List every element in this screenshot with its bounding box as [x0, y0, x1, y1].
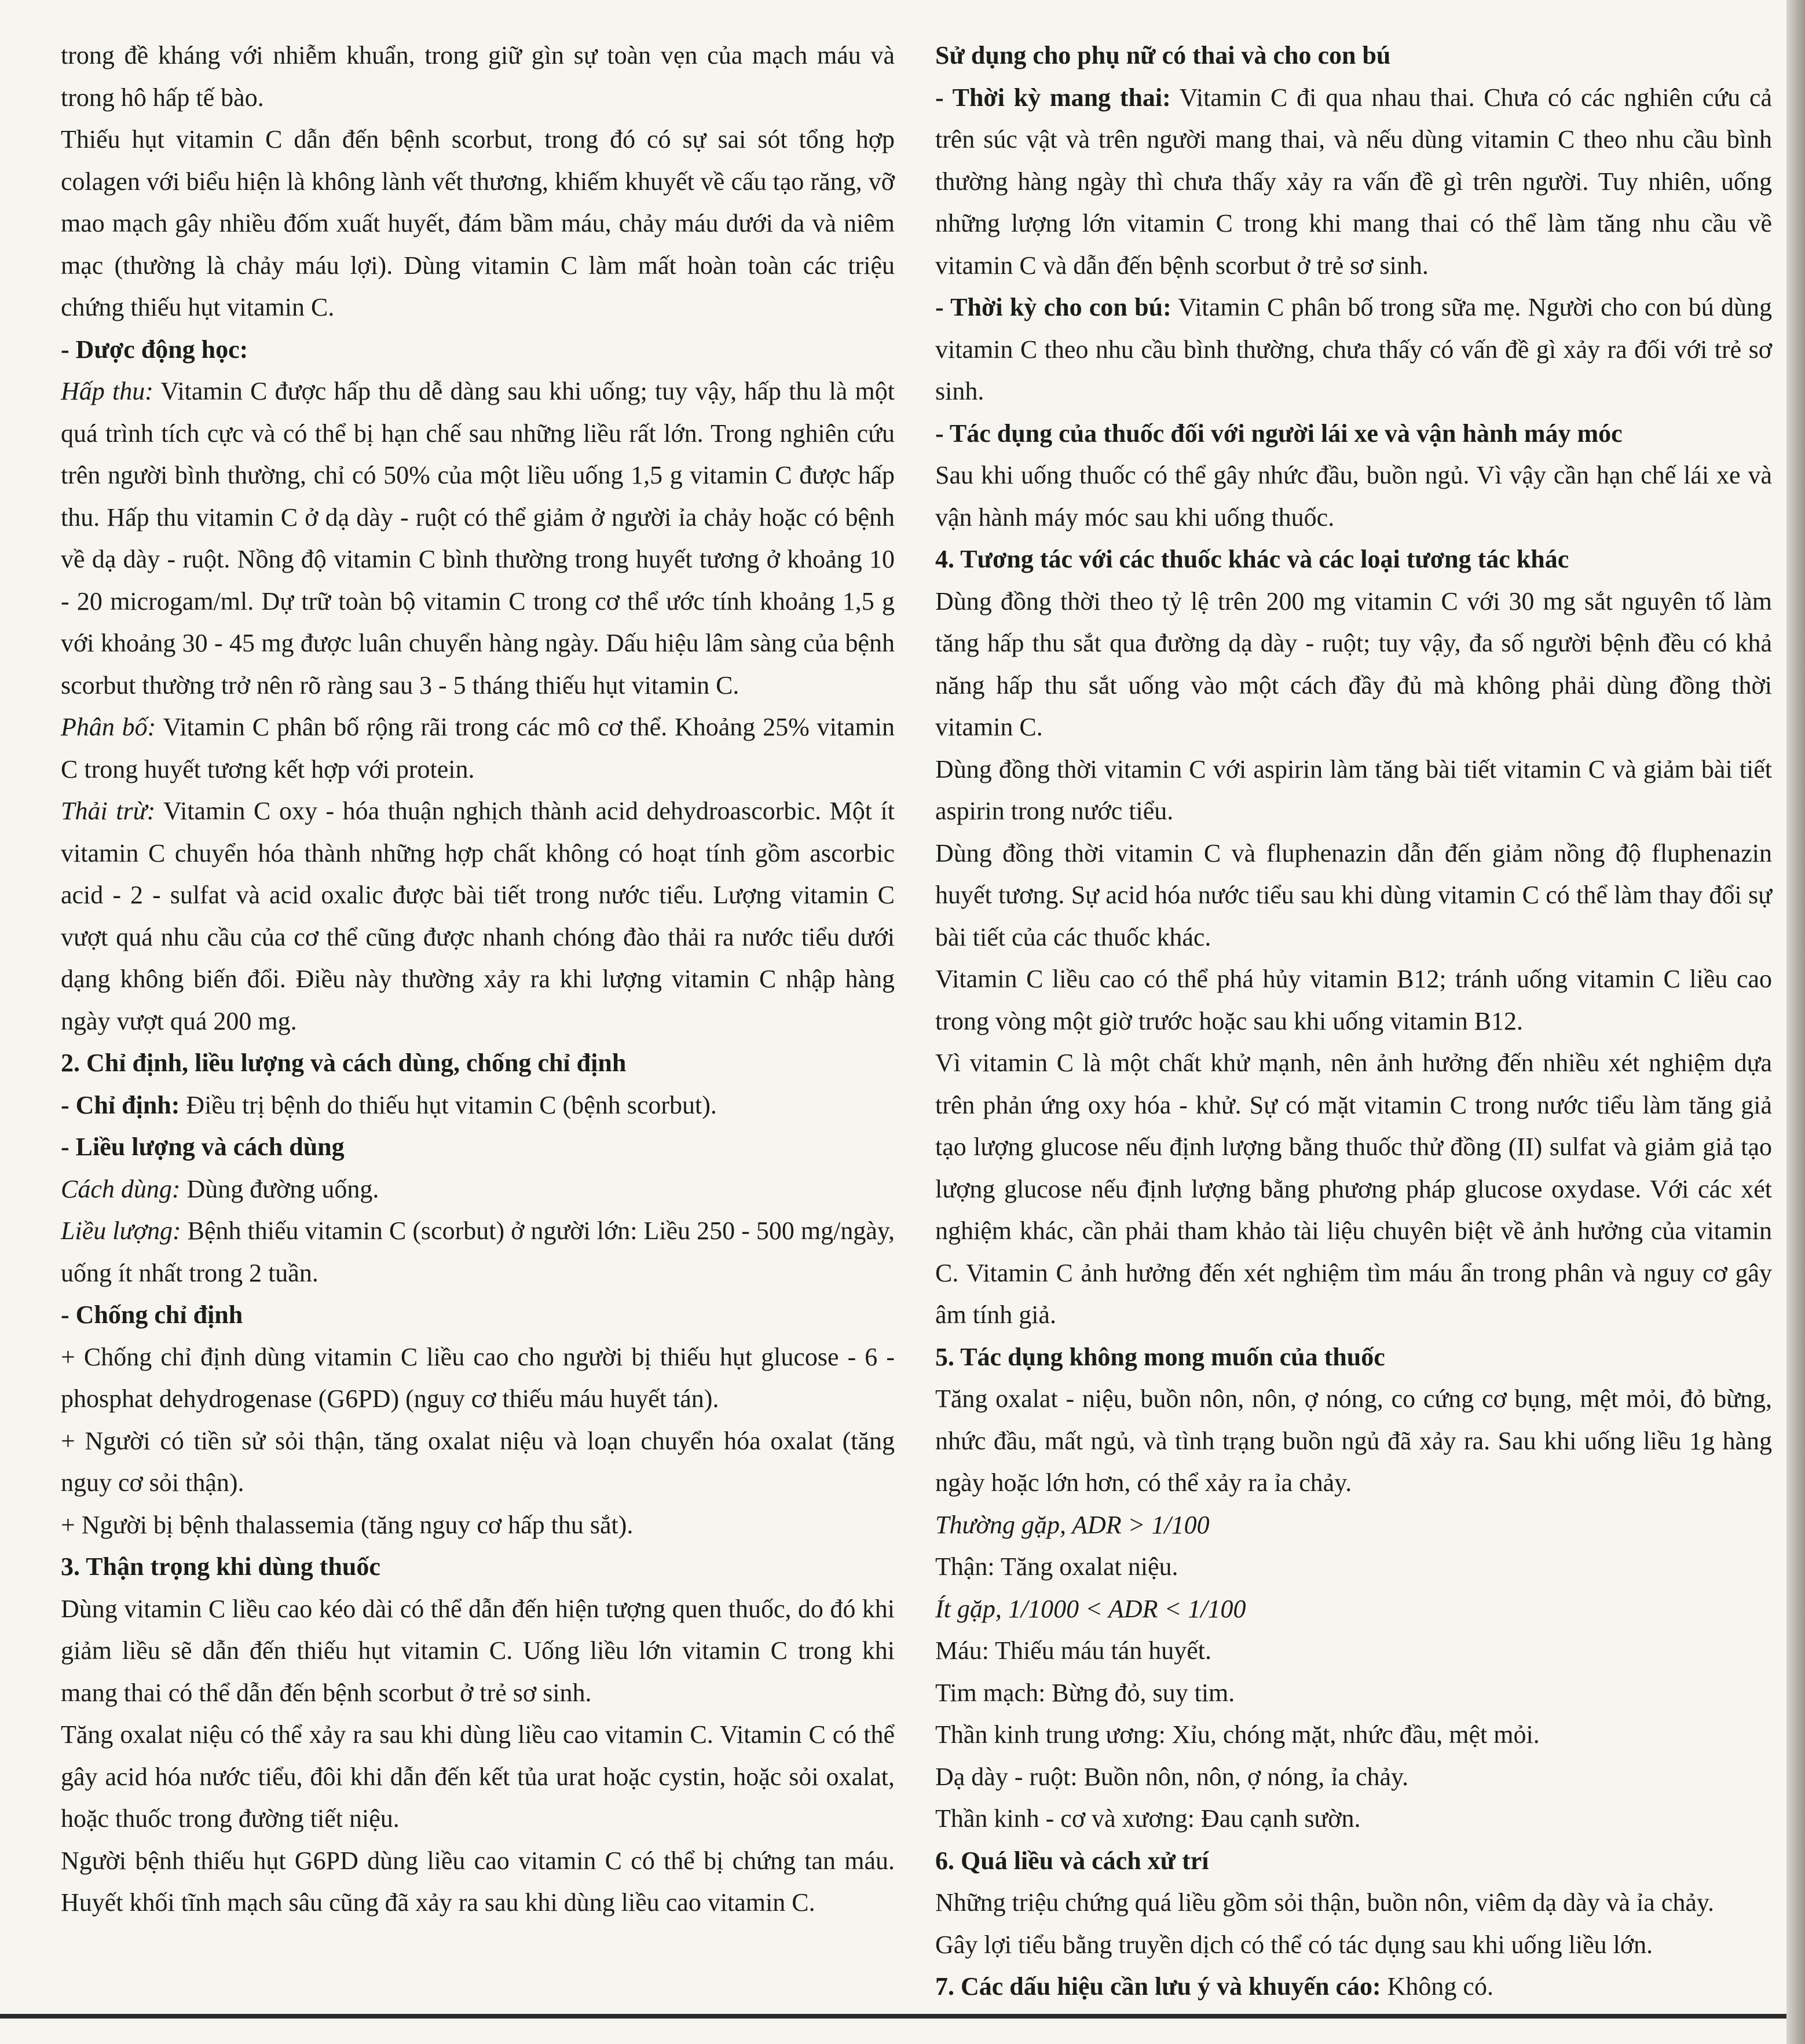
term-label: Cách dùng: — [61, 1174, 181, 1203]
paragraph: Những triệu chứng quá liều gồm sỏi thận, buồn nôn, viêm dạ dày và ỉa chảy. — [935, 1888, 1714, 1917]
paragraph — [61, 706, 895, 790]
section-heading: 2. Chỉ định, liều lượng và cách dùng, chống chỉ định — [61, 1049, 627, 1077]
list-item: Tim mạch: Bừng đỏ, suy tim. — [935, 1678, 1235, 1707]
paragraph: Thiếu hụt vitamin C dẫn đến bệnh scorbut, trong đó có sự sai sót tổng hợp colagen với biểu hiện là không lành vết thương, khiếm khuyết về cấu tạo răng, vỡ mao mạch gây nhiều đốm xuất huyết, đám bầm máu, chảy máu dưới da và niêm mạc (thường là chảy máu lợi). Dùng vitamin C làm mất hoàn toàn các triệu chứng thiếu hụt vitamin C. — [61, 125, 895, 321]
page-bottom-edge — [0, 2014, 1805, 2019]
paragraph — [935, 287, 1772, 413]
paragraph: Sau khi uống thuốc có thể gây nhức đầu, buồn ngủ. Vì vậy cần hạn chế lái xe và vận hành máy móc sau khi uống thuốc. — [935, 461, 1772, 532]
term-text: Vitamin C được hấp thu dễ dàng sau khi uống; tuy vậy, hấp thu là một quá trình tích cực và có thể bị hạn chế sau những liều rất lớn. Trong nghiên cứu trên người bình thường, chỉ có 50% của một liều uống 1,5 g vitamin C được hấp thu. Hấp thu vitamin C ở dạ dày - ruột có thể giảm ở người ỉa chảy hoặc có bệnh về dạ dày - ruột. Nồng độ vitamin C bình thường trong huyết tương ở khoảng 10 - 20 microgam/ml. Dự trữ toàn bộ vitamin C trong cơ thể ước tính khoảng 1,5 g với khoảng 30 - 45 mg được luân chuyển hàng ngày. Dấu hiệu lâm sàng của bệnh scorbut thường trở nên rõ ràng sau 3 - 5 tháng thiếu hụt vitamin C. — [61, 377, 895, 699]
paragraph: Vì vitamin C là một chất khử mạnh, nên ảnh hưởng đến nhiều xét nghiệm dựa trên phản ứng oxy hóa - khử. Sự có mặt vitamin C trong nước tiểu làm tăng giả tạo lượng glucose nếu định lượng bằng thuốc thử đồng (II) sulfat và giảm giả tạo lượng glucose nếu định lượng bằng phương pháp glucose oxydase. Với các xét nghiệm khác, cần phải tham khảo tài liệu chuyên biệt về ảnh hưởng của vitamin C. Vitamin C ảnh hưởng đến xét nghiệm tìm máu ẩn trong phân và nguy cơ gây âm tính giả. — [935, 1049, 1772, 1329]
paragraph: Gây lợi tiểu bằng truyền dịch có thể có tác dụng sau khi uống liều lớn. — [935, 1930, 1653, 1959]
term-text: Điều trị bệnh do thiếu hụt vitamin C (bệnh scorbut). — [180, 1090, 717, 1119]
section-heading: 7. Các dấu hiệu cần lưu ý và khuyến cáo: — [935, 1972, 1381, 2001]
paragraph — [61, 790, 895, 1042]
term-label: Liều lượng: — [61, 1217, 181, 1245]
paragraph — [61, 371, 895, 706]
term-text: Vitamin C phân bố trong sữa mẹ. Người cho con bú dùng vitamin C theo nhu cầu bình thường, chưa thấy có vấn đề gì xảy ra đối với trẻ sơ sinh. — [935, 293, 1772, 405]
section-heading: - Dược động học: — [61, 335, 248, 364]
paragraph: Dùng đồng thời vitamin C và fluphenazin dẫn đến giảm nồng độ fluphenazin huyết tương. Sự acid hóa nước tiểu sau khi dùng vitamin C có thể làm thay đổi sự bài tiết của các thuốc khác. — [935, 838, 1772, 951]
paragraph: Dùng vitamin C liều cao kéo dài có thể dẫn đến hiện tượng quen thuốc, do đó khi giảm liều sẽ dẫn đến thiếu hụt vitamin C. Uống liều lớn vitamin C trong khi mang thai có thể dẫn đến bệnh scorbut ở trẻ sơ sinh. — [61, 1594, 895, 1707]
right-column — [935, 35, 1772, 2008]
section-heading: 4. Tương tác với các thuốc khác và các loại tương tác khác — [935, 545, 1569, 573]
frequency-label: Thường gặp, ADR > 1/100 — [935, 1510, 1210, 1539]
paragraph — [61, 1210, 895, 1294]
list-item: Thần kinh - cơ và xương: Đau cạnh sườn. — [935, 1804, 1361, 1833]
term-label: - Chỉ định: — [61, 1090, 180, 1119]
term-text: Dùng đường uống. — [180, 1174, 379, 1203]
page-right-edge — [1786, 0, 1805, 2044]
section-heading: 3. Thận trọng khi dùng thuốc — [61, 1552, 380, 1581]
list-item: + Chống chỉ định dùng vitamin C liều cao cho người bị thiếu hụt glucose - 6 - phosphat dehydrogenase (G6PD) (nguy cơ thiếu máu huyết tán). — [61, 1342, 895, 1413]
list-item: Dạ dày - ruột: Buồn nôn, nôn, ợ nóng, ỉa chảy. — [935, 1762, 1409, 1791]
frequency-label: Ít gặp, 1/1000 < ADR < 1/100 — [935, 1594, 1246, 1623]
paragraph: trong đề kháng với nhiễm khuẩn, trong giữ gìn sự toàn vẹn của mạch máu và trong hô hấp tế bào. — [61, 41, 895, 112]
term-text: Không có. — [1381, 1972, 1493, 2001]
section-heading: 6. Quá liều và cách xử trí — [935, 1846, 1209, 1875]
term-label: Phân bố: — [61, 713, 156, 741]
section-heading: 5. Tác dụng không mong muốn của thuốc — [935, 1342, 1385, 1371]
paragraph — [61, 1085, 895, 1127]
paragraph: Dùng đồng thời theo tỷ lệ trên 200 mg vitamin C với 30 mg sắt nguyên tố làm tăng hấp thu sắt qua đường dạ dày - ruột; tuy vậy, đa số người bệnh đều có khả năng hấp thu sắt uống vào một cách đầy đủ mà không phải dùng đồng thời vitamin C. — [935, 587, 1772, 741]
left-column — [61, 35, 895, 1924]
paragraph — [61, 1168, 895, 1211]
paragraph: Tăng oxalat - niệu, buồn nôn, nôn, ợ nóng, co cứng cơ bụng, mệt mỏi, đỏ bừng, nhức đầu, mất ngủ, và tình trạng buồn ngủ đã xảy ra. Sau khi uống liều 1g hàng ngày hoặc lớn hơn, có thể xảy ra ỉa chảy. — [935, 1384, 1772, 1497]
term-label: - Thời kỳ mang thai: — [935, 83, 1171, 112]
term-label: - Thời kỳ cho con bú: — [935, 293, 1171, 321]
paragraph: Người bệnh thiếu hụt G6PD dùng liều cao vitamin C có thể bị chứng tan máu. Huyết khối tĩnh mạch sâu cũng đã xảy ra sau khi dùng liều cao vitamin C. — [61, 1846, 895, 1917]
list-item: Thận: Tăng oxalat niệu. — [935, 1552, 1178, 1581]
paragraph: Dùng đồng thời vitamin C với aspirin làm tăng bài tiết vitamin C và giảm bài tiết aspirin trong nước tiểu. — [935, 754, 1772, 825]
list-item: + Người có tiền sử sỏi thận, tăng oxalat niệu và loạn chuyển hóa oxalat (tăng nguy cơ sỏi thận). — [61, 1426, 895, 1497]
term-text: Bệnh thiếu vitamin C (scorbut) ở người lớn: Liều 250 - 500 mg/ngày, uống ít nhất trong 2 tuần. — [61, 1217, 895, 1287]
paragraph: Vitamin C liều cao có thể phá hủy vitamin B12; tránh uống vitamin C liều cao trong vòng một giờ trước hoặc sau khi uống vitamin B12. — [935, 965, 1772, 1035]
section-heading: - Liều lượng và cách dùng — [61, 1133, 345, 1161]
term-label: Thải trừ: — [61, 797, 156, 825]
list-item: Máu: Thiếu máu tán huyết. — [935, 1636, 1211, 1665]
section-heading: Sử dụng cho phụ nữ có thai và cho con bú — [935, 41, 1391, 69]
list-item: Thần kinh trung ương: Xỉu, chóng mặt, nhức đầu, mệt mỏi. — [935, 1720, 1540, 1749]
term-text: Vitamin C đi qua nhau thai. Chưa có các nghiên cứu cả trên súc vật và trên người mang thai, và nếu dùng vitamin C theo nhu cầu bình thường hàng ngày thì chưa thấy xảy ra vấn đề gì trên người. Tuy nhiên, uống những lượng lớn vitamin C trong khi mang thai có thể làm tăng nhu cầu về vitamin C và dẫn đến bệnh scorbut ở trẻ sơ sinh. — [935, 83, 1773, 280]
term-text: Vitamin C phân bố rộng rãi trong các mô cơ thể. Khoảng 25% vitamin C trong huyết tương kết hợp với protein. — [61, 713, 895, 783]
paragraph — [935, 77, 1772, 287]
term-text: Vitamin C oxy - hóa thuận nghịch thành acid dehydroascorbic. Một ít vitamin C chuyển hóa thành những hợp chất không có hoạt tính gồm ascorbic acid - 2 - sulfat và acid oxalic được bài tiết trong nước tiểu. Lượng vitamin C vượt quá nhu cầu của cơ thể cũng được nhanh chóng đào thải ra nước tiểu dưới dạng không biến đổi. Điều này thường xảy ra khi lượng vitamin C nhập hàng ngày vượt quá 200 mg. — [61, 797, 895, 1035]
section-heading: - Tác dụng của thuốc đối với người lái xe và vận hành máy móc — [935, 419, 1623, 448]
paragraph: Tăng oxalat niệu có thể xảy ra sau khi dùng liều cao vitamin C. Vitamin C có thể gây acid hóa nước tiểu, đôi khi dẫn đến kết tủa urat hoặc cystin, hoặc sỏi oxalat, hoặc thuốc trong đường tiết niệu. — [61, 1720, 895, 1833]
paragraph — [935, 1966, 1772, 2008]
term-label: Hấp thu: — [61, 377, 153, 405]
section-heading: - Chống chỉ định — [61, 1301, 243, 1329]
list-item: + Người bị bệnh thalassemia (tăng nguy cơ hấp thu sắt). — [61, 1510, 634, 1539]
